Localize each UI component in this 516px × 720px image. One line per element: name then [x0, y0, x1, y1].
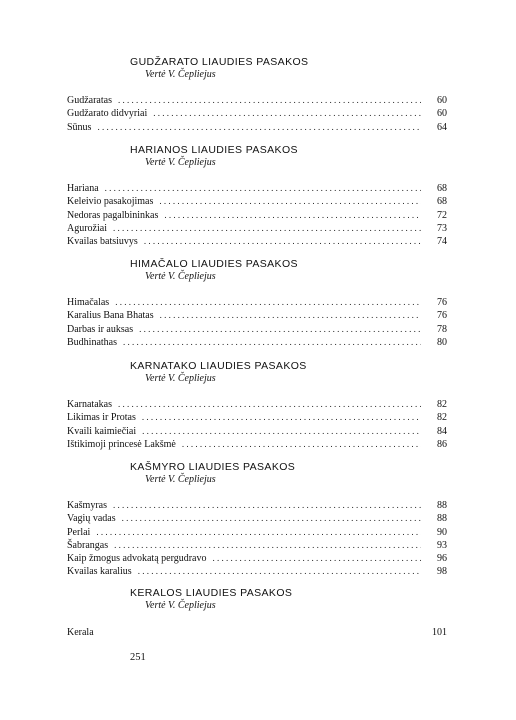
entry-page: 73 — [437, 222, 447, 234]
dot-leader — [105, 182, 421, 195]
toc-entry — [67, 107, 447, 120]
dot-leader — [160, 309, 421, 322]
entry-page: 64 — [437, 121, 447, 133]
dot-leader — [122, 512, 421, 525]
entry-title: Nedoras pagalbininkas — [67, 209, 159, 221]
entry-page: 88 — [437, 513, 447, 525]
section-translator: Vertė V. Čepliejus — [145, 373, 216, 384]
dot-leader — [142, 411, 421, 424]
toc-entry — [67, 121, 447, 134]
toc-entry — [67, 552, 447, 565]
entry-page: 74 — [437, 236, 447, 248]
dot-leader — [153, 107, 421, 120]
entry-page: 72 — [437, 209, 447, 221]
entry-title: Perlai — [67, 526, 91, 538]
section-title: HIMAČALO LIAUDIES PASAKOS — [130, 258, 298, 270]
section-translator: Vertė V. Čepliejus — [145, 157, 216, 168]
entry-title: Budhinathas — [67, 336, 117, 348]
dot-leader — [118, 94, 421, 107]
entry-page: 86 — [437, 438, 447, 450]
entry-page: 96 — [437, 553, 447, 565]
toc-entry — [67, 526, 447, 539]
dot-leader — [164, 209, 421, 222]
entry-page: 76 — [437, 310, 447, 322]
page-number: 251 — [130, 652, 146, 663]
toc-entry — [67, 296, 447, 309]
entry-title: Kaip žmogus advokatą pergudravo — [67, 553, 207, 565]
toc-entry — [67, 94, 447, 107]
entry-page: 68 — [437, 183, 447, 194]
entry-title: Vagių vadas — [67, 513, 116, 525]
section-translator: Vertė V. Čepliejus — [145, 600, 216, 611]
entry-title: Gudžaratas — [67, 95, 112, 106]
section-translator: Vertė V. Čepliejus — [145, 474, 216, 485]
dot-leader — [138, 565, 421, 578]
section-title: KARNATAKO LIAUDIES PASAKOS — [130, 360, 307, 372]
toc-entry — [67, 209, 447, 222]
entry-page: 101 — [432, 627, 447, 638]
toc-entry — [67, 425, 447, 438]
entry-list — [67, 499, 447, 579]
entry-page: 78 — [437, 323, 447, 335]
dot-leader — [114, 539, 421, 552]
entry-page: 60 — [437, 95, 447, 106]
dot-leader — [113, 499, 421, 512]
dot-leader — [123, 336, 421, 349]
entry-title: Karalius Bana Bhatas — [67, 310, 154, 322]
toc-entry — [67, 512, 447, 525]
toc-entry — [67, 499, 447, 512]
entry-page: 82 — [437, 412, 447, 424]
dot-leader — [144, 235, 421, 248]
toc-entry — [67, 182, 447, 195]
entry-page: 88 — [437, 500, 447, 511]
section-title: KERALOS LIAUDIES PASAKOS — [130, 587, 293, 599]
dot-leader — [182, 438, 421, 451]
dot-leader — [96, 526, 421, 539]
entry-page: 98 — [437, 566, 447, 578]
entry-title: Hariana — [67, 183, 99, 194]
toc-entry — [67, 438, 447, 451]
entry-page: 60 — [437, 108, 447, 120]
entry-page: 76 — [437, 297, 447, 308]
entry-title: Šabrangas — [67, 539, 109, 551]
toc-entry — [67, 565, 447, 578]
section-title: GUDŽARATO LIAUDIES PASAKOS — [130, 56, 309, 68]
entry-title: Gudžarato didvyriai — [67, 108, 148, 120]
dot-leader — [159, 195, 421, 208]
entry-title: Kvaili kaimiečiai — [67, 425, 137, 437]
section-translator: Vertė V. Čepliejus — [145, 271, 216, 282]
toc-entry — [67, 309, 447, 322]
entry-page: 80 — [437, 336, 447, 348]
entry-title: Likimas ir Protas — [67, 412, 136, 424]
entry-title: Himačalas — [67, 297, 110, 308]
toc-entry — [67, 411, 447, 424]
toc-entry — [67, 398, 447, 411]
entry-page: 68 — [437, 196, 447, 208]
dot-leader — [115, 296, 421, 309]
section-title: HARIANOS LIAUDIES PASAKOS — [130, 144, 298, 156]
dot-leader — [142, 425, 421, 438]
entry-page: 82 — [437, 399, 447, 410]
entry-list — [67, 94, 447, 134]
dot-leader — [97, 121, 421, 134]
dot-leader — [213, 552, 422, 565]
toc-entry — [67, 222, 447, 235]
entry-title: Karnatakas — [67, 399, 112, 410]
dot-leader — [118, 398, 421, 411]
entry-title: Agurožiai — [67, 222, 107, 234]
entry-title: Ištikimoji princesė Lakšmė — [67, 438, 176, 450]
entry-list — [67, 182, 447, 248]
section-title: KAŠMYRO LIAUDIES PASAKOS — [130, 461, 296, 473]
entry-title: Keleivio pasakojimas — [67, 196, 154, 208]
entry-title: Kvailas karalius — [67, 566, 132, 578]
toc-entry — [67, 323, 447, 336]
entry-title: Kvailas batsiuvys — [67, 236, 138, 248]
entry-list — [67, 398, 447, 451]
entry-list — [67, 296, 447, 349]
dot-leader — [113, 222, 421, 235]
entry-title: Darbas ir auksas — [67, 323, 134, 335]
toc-entry — [67, 195, 447, 208]
entry-page: 90 — [437, 526, 447, 538]
toc-entry — [67, 336, 447, 349]
entry-page: 84 — [437, 425, 447, 437]
entry-title: Kerala — [67, 627, 94, 638]
dot-leader — [139, 323, 421, 336]
entry-page: 93 — [437, 539, 447, 551]
toc-entry — [67, 235, 447, 248]
entry-title: Sūnus — [67, 121, 92, 133]
entry-title: Kašmyras — [67, 500, 107, 511]
toc-entry — [67, 539, 447, 552]
section-translator: Vertė V. Čepliejus — [145, 69, 216, 80]
